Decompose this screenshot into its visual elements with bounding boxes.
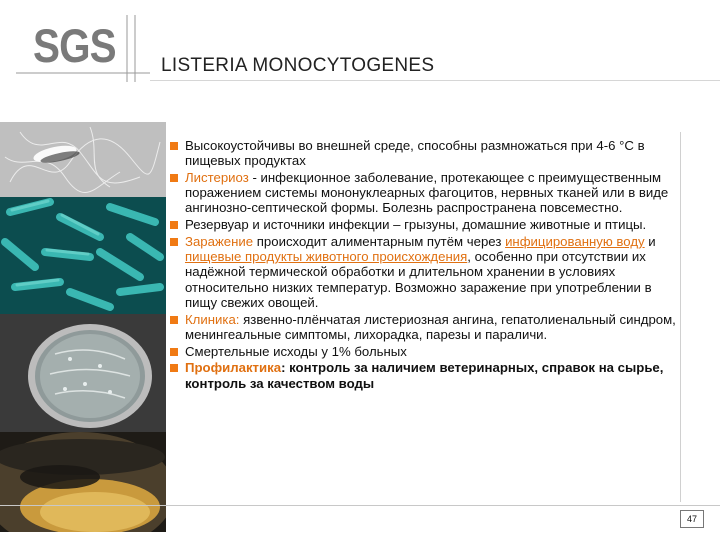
bullet-text: :	[281, 360, 290, 376]
bullet-text: контроль за наличием ветеринарных, справок на сырье, контроль за качеством воды	[185, 360, 664, 391]
bullet-text: - инфекционное заболевание, протекающее с преимущественным поражением системы мононуклеарных фагоцитов, нервных тканей или в виде ангинозно-септической формы. Болезнь распространена повсеместно.	[185, 170, 669, 216]
bullet-square-icon	[170, 221, 178, 229]
bullet-text: происходит алиментарным путём через	[253, 234, 506, 249]
bullet-item	[170, 344, 682, 359]
bullet-text: Листериоз	[185, 170, 249, 185]
page-title: LISTERIA MONOCYTOGENES	[161, 55, 435, 76]
photo-strip	[0, 122, 166, 532]
bullet-text: Клиника:	[185, 311, 244, 327]
bullet-text: язвенно-плёнчатая листериозная ангина, гепатолиенальный синдром, менингеальные симптомы, лихорадка, парезы и параличи.	[185, 311, 676, 342]
bullet-text: Профилактика	[185, 360, 282, 376]
bullet-text: Резервуар и источники инфекции – грызуны, домашние животные и птицы.	[185, 217, 647, 233]
bullet-item	[170, 360, 682, 390]
electron-micrograph-image	[0, 122, 166, 197]
bullet-text: Смертельные исходы у 1% больных	[185, 343, 407, 359]
bullet-text: инфицированную воду	[505, 234, 645, 249]
petri-dish-image	[0, 314, 166, 432]
content-area	[170, 138, 682, 392]
bullet-item	[170, 234, 682, 310]
bullet-square-icon	[170, 316, 178, 324]
bullet-item	[170, 217, 682, 232]
bullet-square-icon	[170, 174, 178, 182]
bullet-text: пищевые продукты животного происхождения	[185, 249, 468, 265]
agar-plate-image	[0, 432, 166, 532]
bullet-square-icon	[170, 238, 178, 246]
bullet-text: Высокоустойчивы во внешней среде, способны размножаться при 4-6 °С в пищевых продуктах	[185, 138, 645, 169]
title-divider	[150, 80, 720, 81]
bullet-text: Заражение	[185, 234, 254, 249]
bullet-text: и	[644, 234, 656, 249]
bullet-item	[170, 312, 682, 342]
bullet-text: , особенно при отсутствии их надёжной термической обработки и длительном хранении в условиях относительно низких температур. Возможно заражение при употреблении в пищу свежих овощей.	[185, 249, 652, 310]
page-number: 47	[680, 510, 704, 528]
bullet-square-icon	[170, 142, 178, 150]
footer-divider	[0, 505, 720, 506]
bullet-square-icon	[170, 364, 178, 372]
bacteria-cluster-image	[0, 197, 166, 314]
bullet-square-icon	[170, 348, 178, 356]
bullet-item	[170, 138, 682, 168]
sgs-logo: SGS	[33, 19, 116, 72]
bullet-item	[170, 170, 682, 216]
bullet-list	[170, 138, 682, 391]
